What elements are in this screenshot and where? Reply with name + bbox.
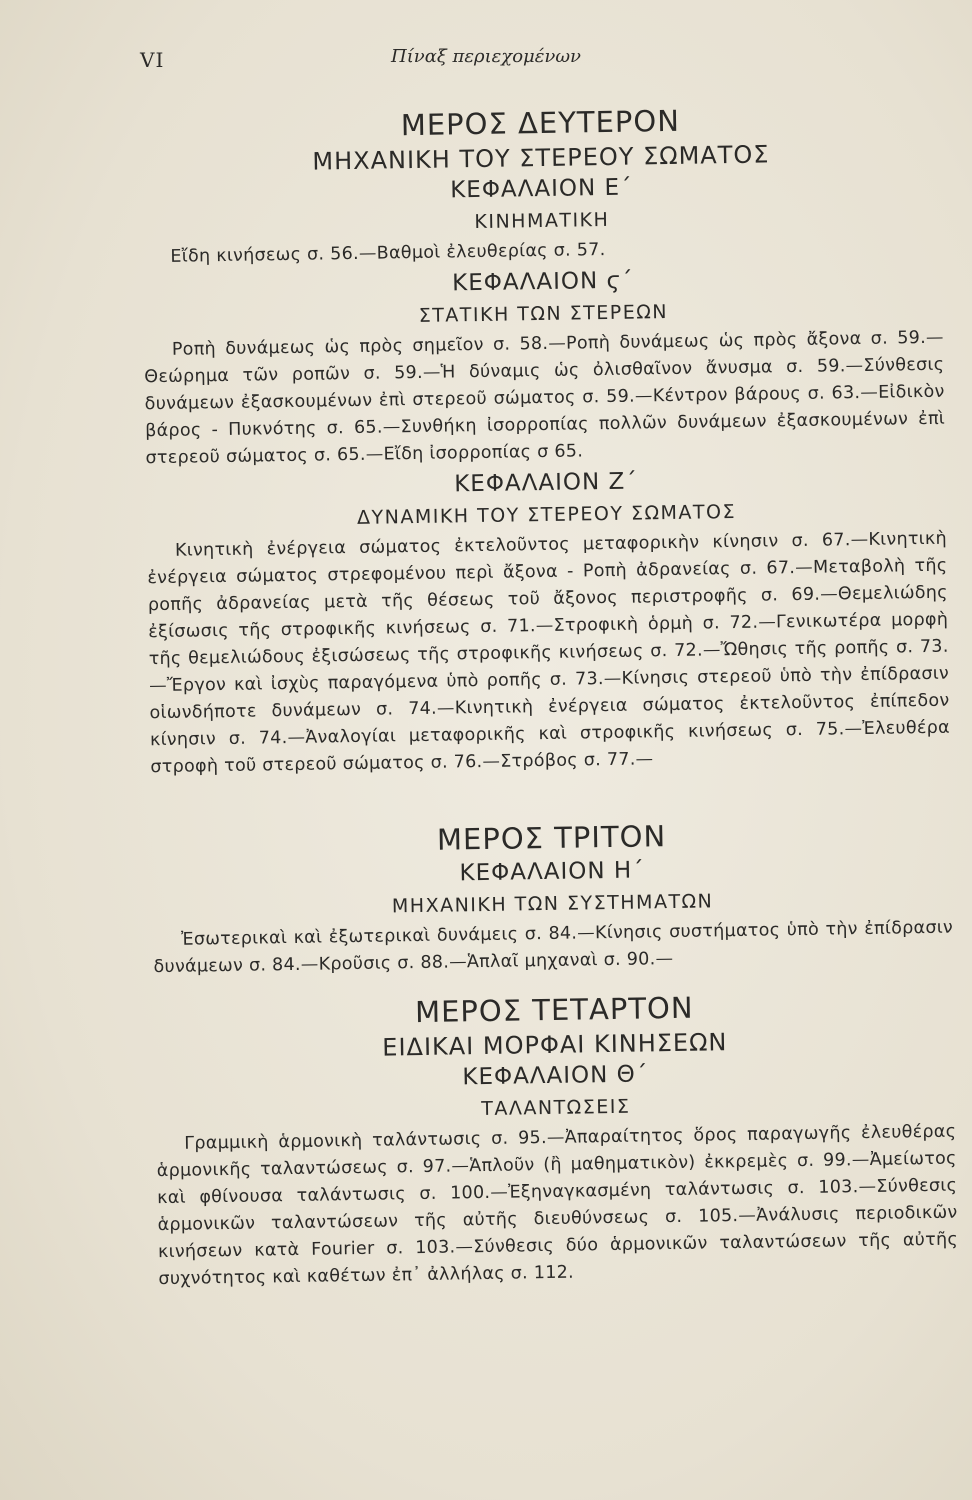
- chapter-5-contents: Εἴδη κινήσεως σ. 56.—Βαθμοὶ ἐλευθερίας σ. 57.: [170, 239, 606, 267]
- chapter-6-contents: Ροπὴ δυνάμεως ὡς πρὸς σημεῖον σ. 58.—Ροπὴ δυνάμεως ὡς πρὸς ἄξονα σ. 59.—Θεώρημα τῶν ροπῶν σ. 59.—Ἡ δύναμις ὡς ὀλισθαῖνον ἄνυσμα σ. 59.—Σύνθεσις δυνάμεων ἐξασκουμένων ἐπὶ στερεοῦ σώματος σ. 59.—Κέντρον βάρους σ. 63.—Εἰδικὸν βάρος - Πυκνότης σ. 65.—Συνθήκη ἰσορροπίας πολλῶν δυνάμεων ἐξασκουμένων ἐπὶ στερεοῦ σώματος σ. 65.—Εἴδη ἰσορροπίας σ 65.: [144, 327, 946, 469]
- part-three-title: ΜΕΡΟΣ ΤΡΙΤΟΝ: [436, 819, 667, 857]
- chapter-8-title: ΜΗΧΑΝΙΚΗ ΤΩΝ ΣΥΣΤΗΜΑΤΩΝ: [391, 890, 714, 918]
- page-header: [0, 40, 972, 80]
- table-of-contents: [140, 94, 959, 1293]
- chapter-7-title: ΔΥΝΑΜΙΚΗ ΤΟΥ ΣΤΕΡΕΟΥ ΣΩΜΑΤΟΣ: [356, 500, 737, 529]
- part-two-title: ΜΕΡΟΣ ΔΕΥΤΕΡΟΝ: [400, 103, 681, 143]
- chapter-5-label: ΚΕΦΑΛΑΙΟΝ Ε΄: [450, 174, 633, 204]
- chapter-9-label: ΚΕΦΑΛΑΙΟΝ Θ΄: [462, 1061, 649, 1091]
- page-number: VI: [140, 48, 165, 72]
- part-two-subtitle: ΜΗΧΑΝΙΚΗ ΤΟΥ ΣΤΕΡΕΟΥ ΣΩΜΑΤΟΣ: [312, 140, 770, 176]
- chapter-8-contents: Ἐσωτερικαὶ καὶ ἐξωτερικαὶ δυνάμεις σ. 84.—Κίνησις συστήματος ὑπὸ τὴν ἐπίδρασιν δυνάμεων σ. 84.—Κροῦσις σ. 88.—Ἁπλαῖ μηχαναὶ σ. 90.—: [153, 917, 954, 978]
- chapter-6-label: ΚΕΦΑΛΑΙΟΝ ϛ΄: [451, 267, 634, 297]
- part-four-subtitle: ΕΙΔΙΚΑΙ ΜΟΡΦΑΙ ΚΙΝΗΣΕΩΝ: [382, 1028, 728, 1062]
- running-head: Πίναξ περιεχομένων: [391, 46, 581, 67]
- chapter-7-contents: Κινητικὴ ἐνέργεια σώματος ἐκτελοῦντος μεταφορικὴν κίνησιν σ. 67.—Κινητικὴ ἐνέργεια σώματος στρεφομένου περὶ ἄξονα - Ροπὴ ἀδρανείας σ. 67.—Μεταβολὴ τῆς ροπῆς ἀδρανείας μετὰ τῆς θέσεως τοῦ ἄξονος περιστροφῆς σ. 69.—Θεμελιώδης ἐξίσωσις τῆς στροφικῆς κινήσεως σ. 71.—Στροφικὴ ὁρμὴ σ. 72.—Γενικωτέρα μορφὴ τῆς θεμελιώδους ἐξισώσεως τῆς στροφικῆς κινήσεως σ. 72.—Ὤθησις τῆς ροπῆς σ. 73.—Ἔργον καὶ ἰσχὺς παραγόμενα ὑπὸ ροπῆς σ. 73.—Κίνησις στερεοῦ ὑπὸ τὴν ἐπίδρασιν οἱωνδήποτε δυνάμεων σ. 74.—Κινητικὴ ἐνέργεια σώματος ἐκτελοῦντος ἐπίπεδον κίνησιν σ. 74.—Ἀναλογίαι μεταφορικῆς καὶ στροφικῆς κινήσεως σ. 75.—Ἐλευθέρα στροφὴ τοῦ στερεοῦ σώματος σ. 76.—Στρόβος σ. 77.—: [147, 528, 951, 778]
- chapter-6-title: ΣΤΑΤΙΚΗ ΤΩΝ ΣΤΕΡΕΩΝ: [418, 301, 669, 327]
- part-four-title: ΜΕΡΟΣ ΤΕΤΑΡΤΟΝ: [414, 990, 694, 1030]
- chapter-7-label: ΚΕΦΑΛΑΙΟΝ Ζ΄: [454, 468, 639, 498]
- chapter-9-contents: Γραμμικὴ ἁρμονικὴ ταλάντωσις σ. 95.—Ἀπαραίτητος ὅρος παραγωγῆς ἐλευθέρας ἁρμονικῆς ταλαντώσεως σ. 97.—Ἁπλοῦν (ἢ μαθηματικὸν) ἐκκρεμὲς σ. 99.—Ἀμείωτος καὶ φθίνουσα ταλάντωσις σ. 100.—Ἐξηναγκασμένη ταλάντωσις σ. 103.—Σύνθεσις ἁρμονικῶν ταλαντώσεων τῆς αὐτῆς διευθύνσεως σ. 105.—Ἀνάλυσις περιοδικῶν κινήσεων κατὰ Fourier σ. 103.—Σύνθεσις δύο ἁρμονικῶν ταλαντώσεων τῆς αὐτῆς συχνότητος καὶ καθέτων ἐπ᾿ ἀλλήλας σ. 112.: [156, 1121, 959, 1290]
- chapter-5-title: ΚΙΝΗΜΑΤΙΚΗ: [474, 208, 610, 234]
- chapter-9-title: ΤΑΛΑΝΤΩΣΕΙΣ: [481, 1095, 631, 1121]
- chapter-8-label: ΚΕΦΑΛΑΙΟΝ Η΄: [459, 857, 645, 887]
